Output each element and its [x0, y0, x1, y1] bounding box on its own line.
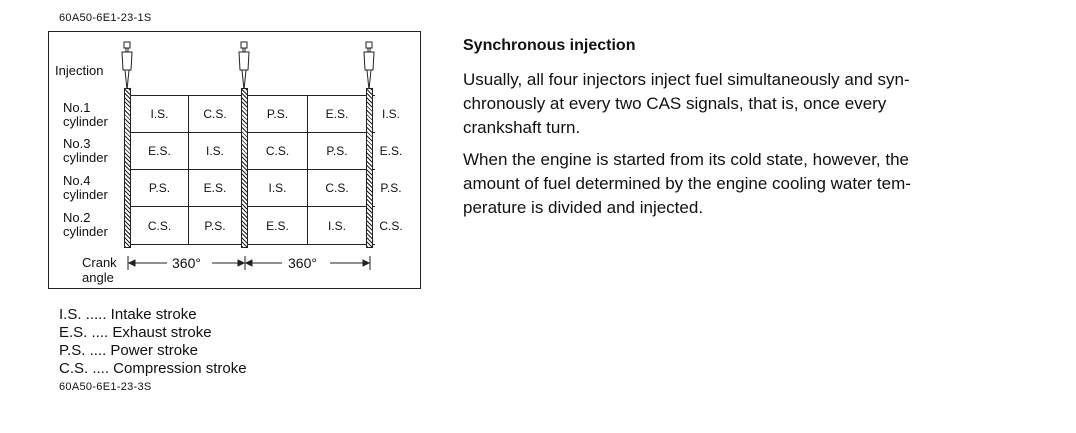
- body-line: crankshaft turn.: [463, 118, 581, 137]
- legend-item: P.S. .... Power stroke: [59, 342, 198, 359]
- cell: P.S.: [266, 107, 289, 121]
- legend: [59, 306, 247, 378]
- body-line: Usually, all four injectors inject fuel simultaneously and syn-: [463, 70, 910, 89]
- figure-code-top: 60A50-6E1-23-1S: [59, 12, 152, 24]
- cell: P.S.: [380, 181, 402, 195]
- body-line: When the engine is started from its cold state, however, the: [463, 150, 910, 169]
- legend-item: E.S. .... Exhaust stroke: [59, 324, 212, 341]
- row-label-no2: No.2 cylinder: [63, 210, 108, 239]
- injection-label: Injection: [55, 63, 104, 78]
- cell: E.S.: [148, 144, 171, 158]
- cell: E.S.: [203, 181, 227, 195]
- cell: C.S.: [147, 218, 172, 233]
- legend-item: C.S. .... Compression stroke: [59, 360, 247, 377]
- cell: E.S.: [325, 107, 349, 121]
- cell: E.S.: [266, 218, 289, 233]
- cell: I.S.: [268, 181, 287, 195]
- cell: C.S.: [325, 181, 349, 195]
- cell: C.S.: [265, 144, 290, 158]
- body-line: chronously at every two CAS signals, that is, once every: [463, 94, 887, 113]
- body-line: amount of fuel determined by the engine cooling water tem-: [463, 174, 911, 193]
- cell: I.S.: [381, 107, 400, 121]
- cell: P.S.: [326, 144, 348, 158]
- cell: I.S.: [327, 218, 346, 233]
- cell: I.S.: [205, 144, 224, 158]
- body-line: perature is divided and injected.: [463, 198, 704, 217]
- row-label-no1: No.1 cylinder: [63, 100, 108, 129]
- angle-label-2: 360°: [288, 255, 317, 271]
- angle-label-1: 360°: [172, 255, 201, 271]
- cell: E.S.: [379, 144, 403, 158]
- section-heading: Synchronous injection: [463, 37, 636, 54]
- cell: C.S.: [203, 107, 227, 121]
- row-label-no3: No.3 cylinder: [63, 136, 108, 165]
- row-label-no4: No.4 cylinder: [63, 173, 108, 202]
- cell: I.S.: [150, 107, 169, 121]
- figure-code-bottom: 60A50-6E1-23-3S: [59, 381, 152, 393]
- cell: C.S.: [379, 218, 403, 233]
- cell: P.S.: [204, 218, 226, 233]
- cell: P.S.: [148, 181, 171, 195]
- crank-angle-label: Crank angle: [82, 255, 117, 285]
- legend-item: I.S. ..... Intake stroke: [59, 306, 197, 323]
